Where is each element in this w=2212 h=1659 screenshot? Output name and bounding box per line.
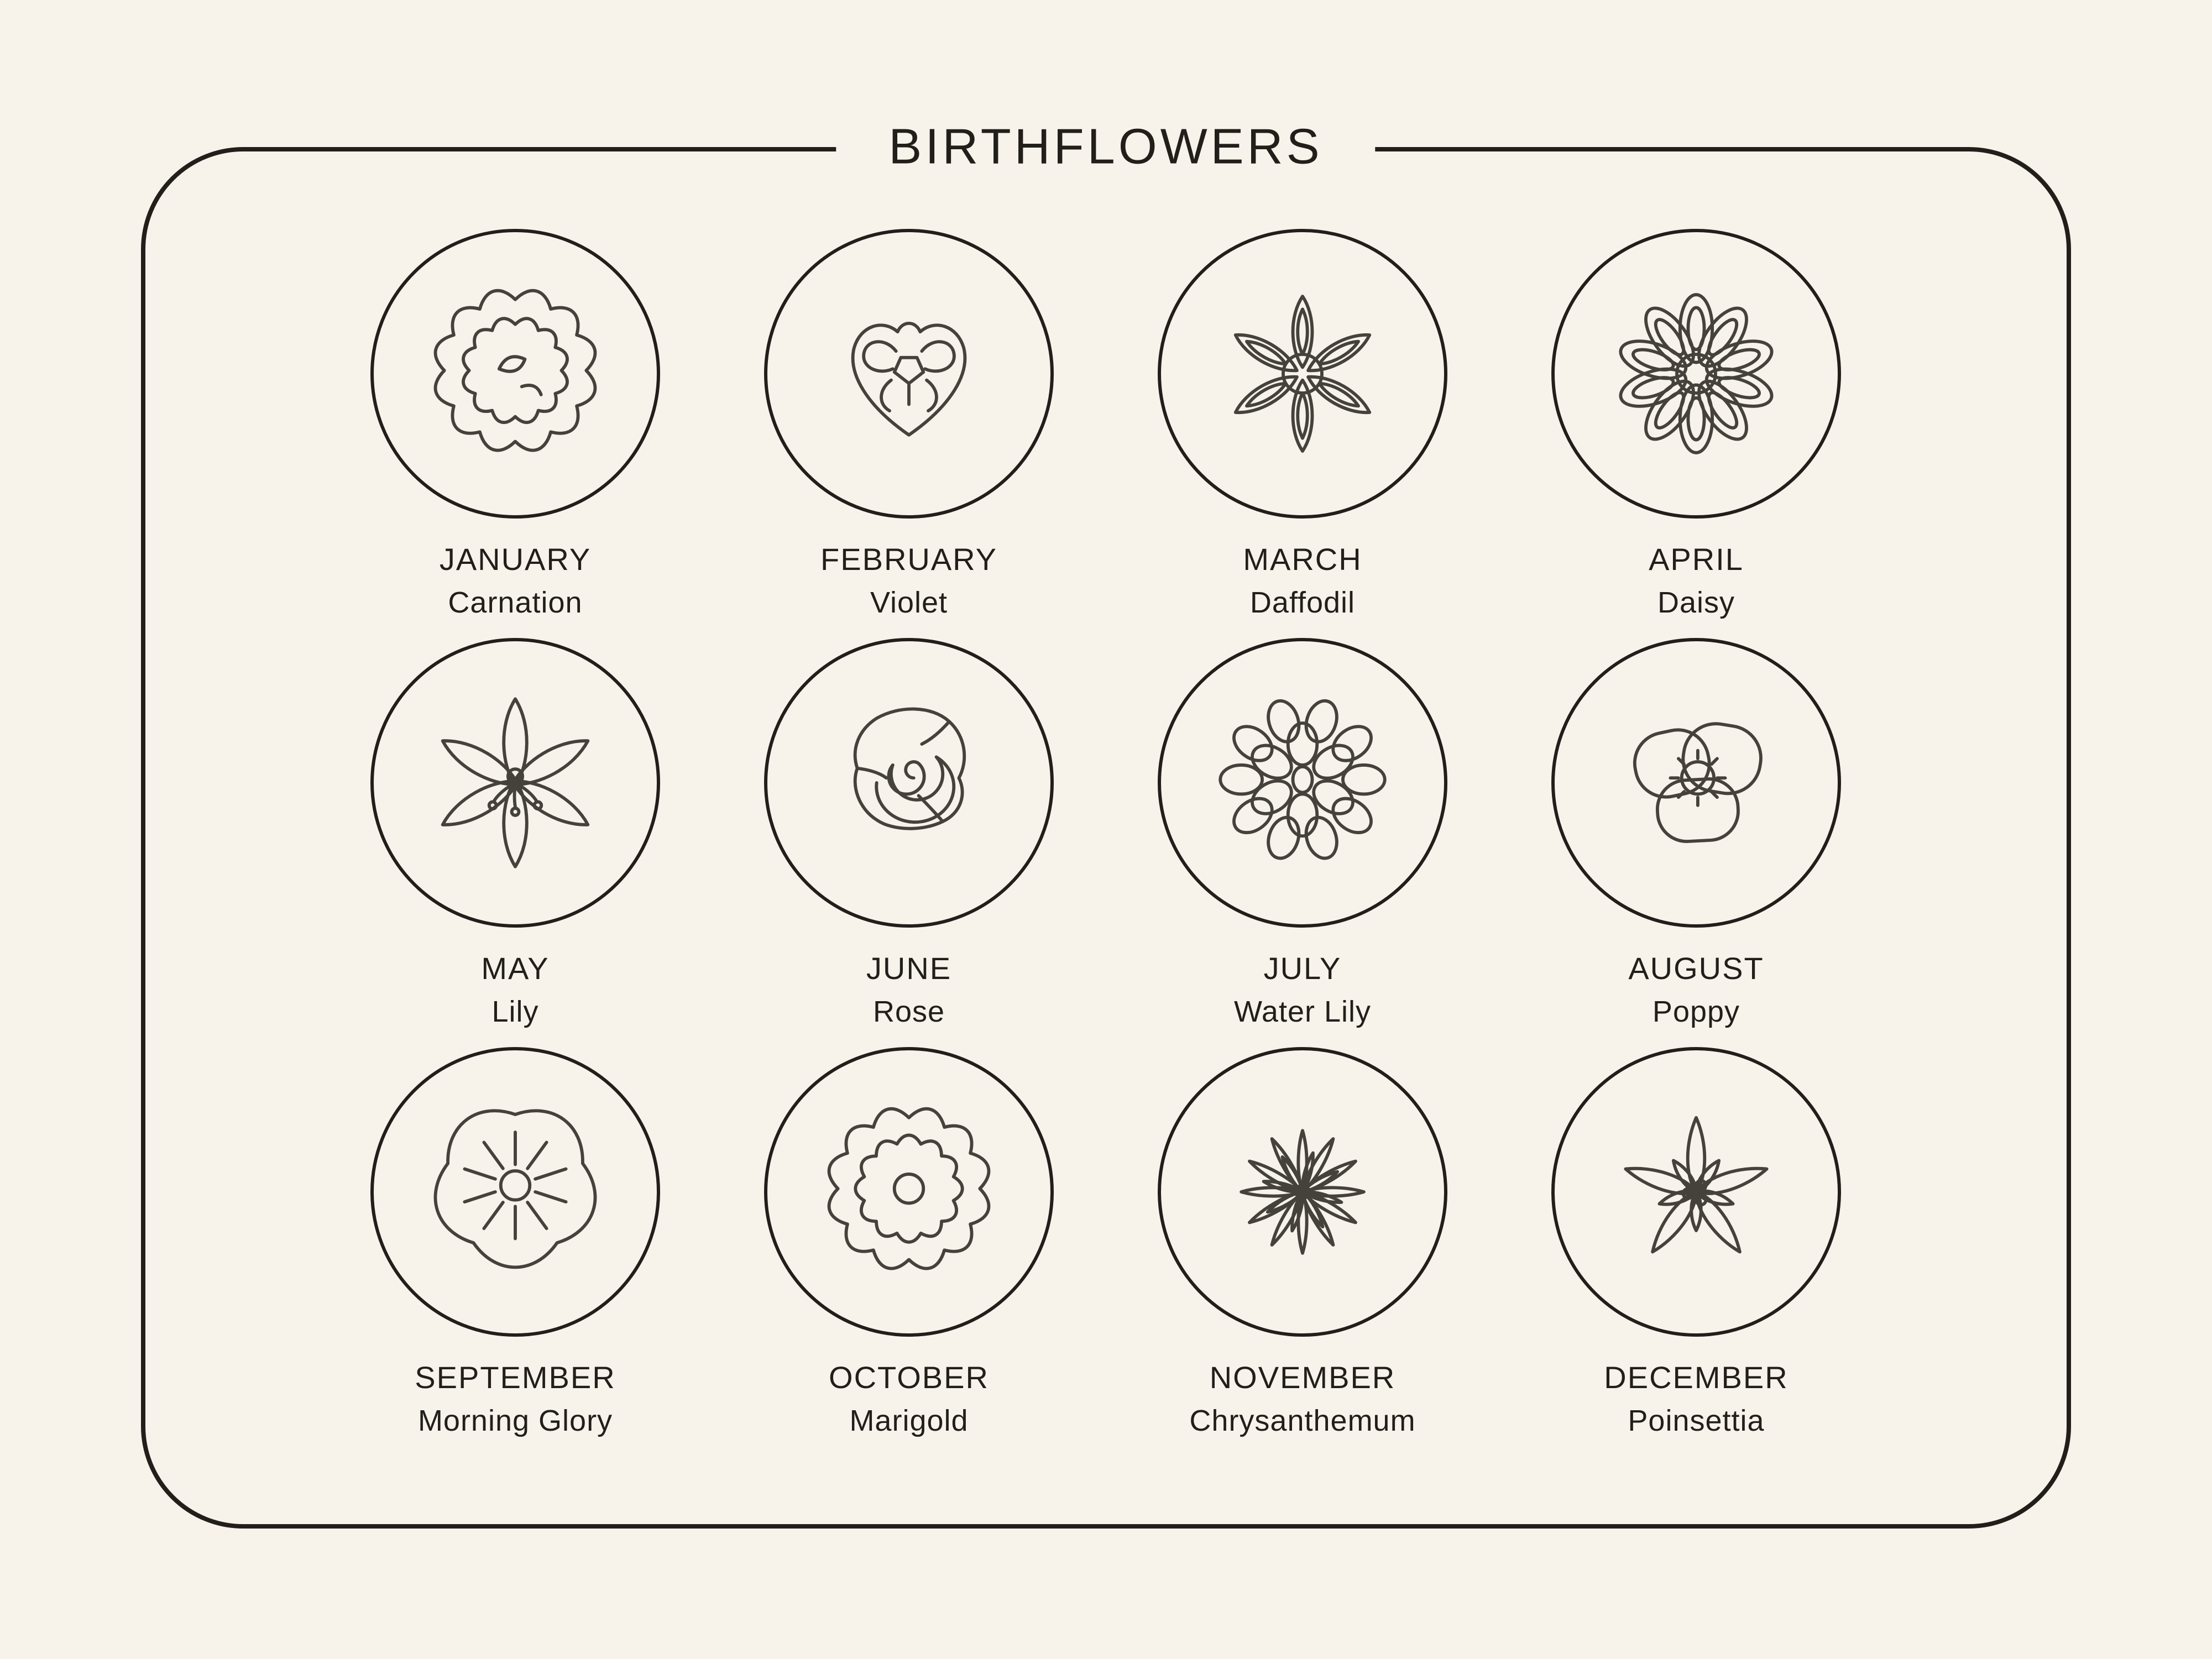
month-cell-december (1499, 987, 1893, 1437)
flower-circle (1551, 638, 1841, 928)
month-label: AUGUST (1628, 951, 1764, 986)
flower-circle (764, 638, 1054, 928)
flower-label: Violet (870, 586, 948, 619)
month-cell-april (1499, 169, 1893, 619)
month-label: JULY (1263, 951, 1342, 986)
poinsettia-icon (1599, 1095, 1793, 1289)
chrysanthemum-icon (1206, 1095, 1399, 1289)
flower-circle (1158, 229, 1447, 519)
month-label: MAY (481, 951, 550, 986)
month-cell-june (712, 578, 1106, 1028)
page-title: BIRTHFLOWERS (836, 119, 1375, 176)
month-cell-august (1499, 578, 1893, 1028)
flower-label: Carnation (448, 586, 583, 619)
month-cell-february (712, 169, 1106, 619)
month-label: NOVEMBER (1209, 1360, 1396, 1395)
daffodil-icon (1206, 277, 1399, 470)
month-cell-october (712, 987, 1106, 1437)
morning-glory-icon (419, 1095, 612, 1289)
flower-label: Water Lily (1233, 995, 1372, 1028)
flower-label: Rose (872, 995, 945, 1028)
flower-label: Poppy (1652, 995, 1740, 1028)
lily-icon (419, 686, 612, 880)
month-label: MARCH (1243, 542, 1362, 577)
flower-circle (1551, 229, 1841, 519)
month-label: JUNE (866, 951, 952, 986)
month-cell-january (318, 169, 712, 619)
flower-label: Lily (491, 995, 539, 1028)
flower-circle (764, 229, 1054, 519)
month-label: SEPTEMBER (415, 1360, 616, 1395)
flower-circle (1551, 1047, 1841, 1337)
month-cell-september (318, 987, 712, 1437)
water-lily-icon (1206, 686, 1399, 880)
month-label: JANUARY (439, 542, 592, 577)
month-cell-march (1106, 169, 1499, 619)
flower-circle (1158, 1047, 1447, 1337)
rose-icon (812, 686, 1006, 880)
month-cell-may (318, 578, 712, 1028)
month-label: OCTOBER (829, 1360, 989, 1395)
flower-label: Marigold (849, 1404, 969, 1437)
carnation-icon (419, 277, 612, 470)
daisy-icon (1599, 277, 1793, 470)
flower-label: Daffodil (1249, 586, 1356, 619)
flower-label: Poinsettia (1628, 1404, 1765, 1437)
flower-circle (764, 1047, 1054, 1337)
month-label: APRIL (1649, 542, 1744, 577)
violet-icon (812, 277, 1006, 470)
poppy-icon (1599, 686, 1793, 880)
month-cell-july (1106, 578, 1499, 1028)
flower-label: Morning Glory (417, 1404, 613, 1437)
flower-circle (1158, 638, 1447, 928)
marigold-icon (812, 1095, 1006, 1289)
flower-label: Daisy (1657, 586, 1735, 619)
flower-circle (370, 229, 660, 519)
month-label: DECEMBER (1604, 1360, 1789, 1395)
flower-label: Chrysanthemum (1189, 1404, 1416, 1437)
months-grid (318, 169, 1893, 1437)
month-label: FEBRUARY (820, 542, 997, 577)
flower-circle (370, 638, 660, 928)
month-cell-november (1106, 987, 1499, 1437)
flower-circle (370, 1047, 660, 1337)
